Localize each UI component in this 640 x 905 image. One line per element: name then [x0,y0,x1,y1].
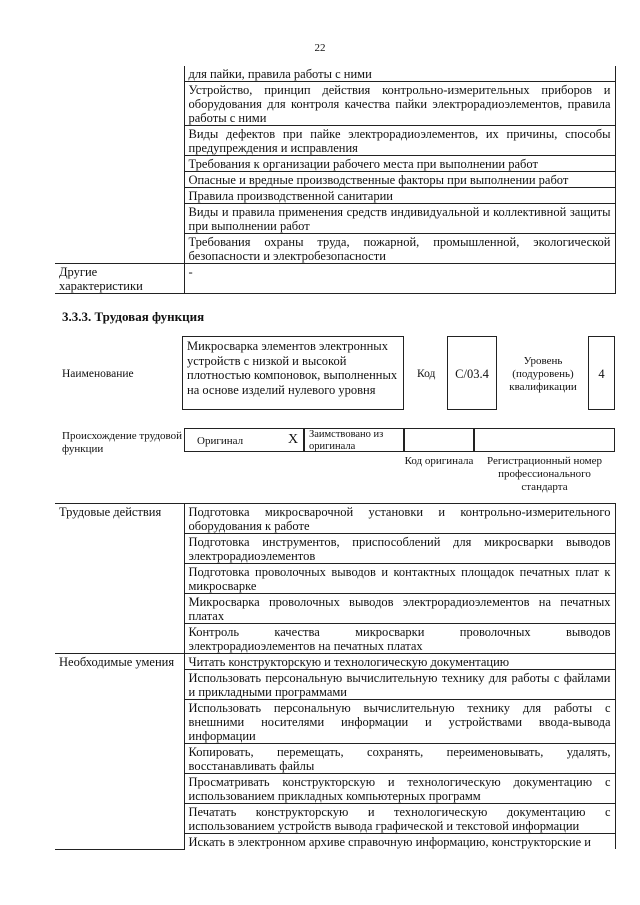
skill-item: Искать в электронном архиве справочную информацию, конструкторские и [184,834,615,850]
name-label: Наименование [62,368,134,380]
skill-item: Просматривать конструкторскую и технологическую документацию с использованием прикладных компьютерных программ [184,774,615,804]
reg-number-cell [474,428,615,452]
reg-number-label: Регистрационный номер профессионального стандарта [486,455,603,493]
section-heading: 3.3.3. Трудовая функция [62,309,205,324]
skill-item: Читать конструкторскую и технологическую документацию [184,654,615,670]
borrowed-label: Заимствовано из оригинала [309,429,384,452]
action-item: Контроль качества микросварки проволочных выводов электрорадиоэлементов на печатных платах [184,624,615,654]
original-code-cell [404,428,474,452]
knowledge-table [55,66,616,294]
original-mark: X [288,432,299,447]
skills-label: Необходимые умения [55,654,184,850]
skill-item: Копировать, перемещать, сохранять, переименовывать, удалять, восстанавливать файлы [184,744,615,774]
action-item: Подготовка инструментов, приспособлений для микросварки выводов электрорадиоэлементов [184,534,615,564]
other-characteristics-value: - [184,264,615,294]
action-item: Микросварка проволочных выводов электрорадиоэлементов на печатных платах [184,594,615,624]
skill-item: Использовать персональную вычислительную технику для работы с внешними носителями информации и устройствами ввода-вывода информации [184,700,615,744]
knowledge-item: Правила производственной санитарии [184,188,615,204]
other-characteristics-label: Другие характеристики [55,264,184,294]
knowledge-item: Виды и правила применения средств индивидуальной и коллективной защиты при выполнении работ [184,204,615,234]
knowledge-item: Устройство, принцип действия контрольно-измерительных приборов и оборудования для контроля качества пайки электрорадиоэлементов, правила работы с ними [184,82,615,126]
knowledge-item: Опасные и вредные производственные факторы при выполнении работ [184,172,615,188]
level-label: Уровень (подуровень) квалификации [509,355,577,393]
original-label: Оригинал [197,435,244,447]
knowledge-item: Виды дефектов при пайке электрорадиоэлементов, их причины, способы предупреждения и исправления [184,126,615,156]
action-item: Подготовка микросварочной установки и контрольно-измерительного оборудования к работе [184,504,615,534]
knowledge-item: для пайки, правила работы с ними [184,66,615,82]
origin-label: Происхождение трудовой функции [62,430,183,455]
original-cell [184,428,304,452]
function-name: Микросварка элементов электронных устройств с низкой и высокой плотностью компоновок, выполненных на основе изделий нулевого уровня [182,336,404,410]
function-details-table [55,503,616,850]
skill-item: Печатать конструкторскую и технологическую документацию с использованием устройств вывода графической и текстовой информации [184,804,615,834]
skill-item: Использовать персональную вычислительную технику для работы с файлами и прикладными программами [184,670,615,700]
code-original-label: Код оригинала [404,455,474,467]
action-item: Подготовка проволочных выводов и контактных площадок печатных плат к микросварке [184,564,615,594]
borrowed-cell [304,428,404,452]
knowledge-label-cell [55,66,184,264]
knowledge-item: Требования охраны труда, пожарной, промышленной, экологической безопасности и электробезопасности [184,234,615,264]
qualification-level: 4 [588,336,615,410]
page-number: 22 [314,42,326,54]
actions-label: Трудовые действия [55,504,184,654]
function-code: C/03.4 [447,336,497,410]
code-label: Код [417,368,436,380]
knowledge-item: Требования к организации рабочего места при выполнении работ [184,156,615,172]
